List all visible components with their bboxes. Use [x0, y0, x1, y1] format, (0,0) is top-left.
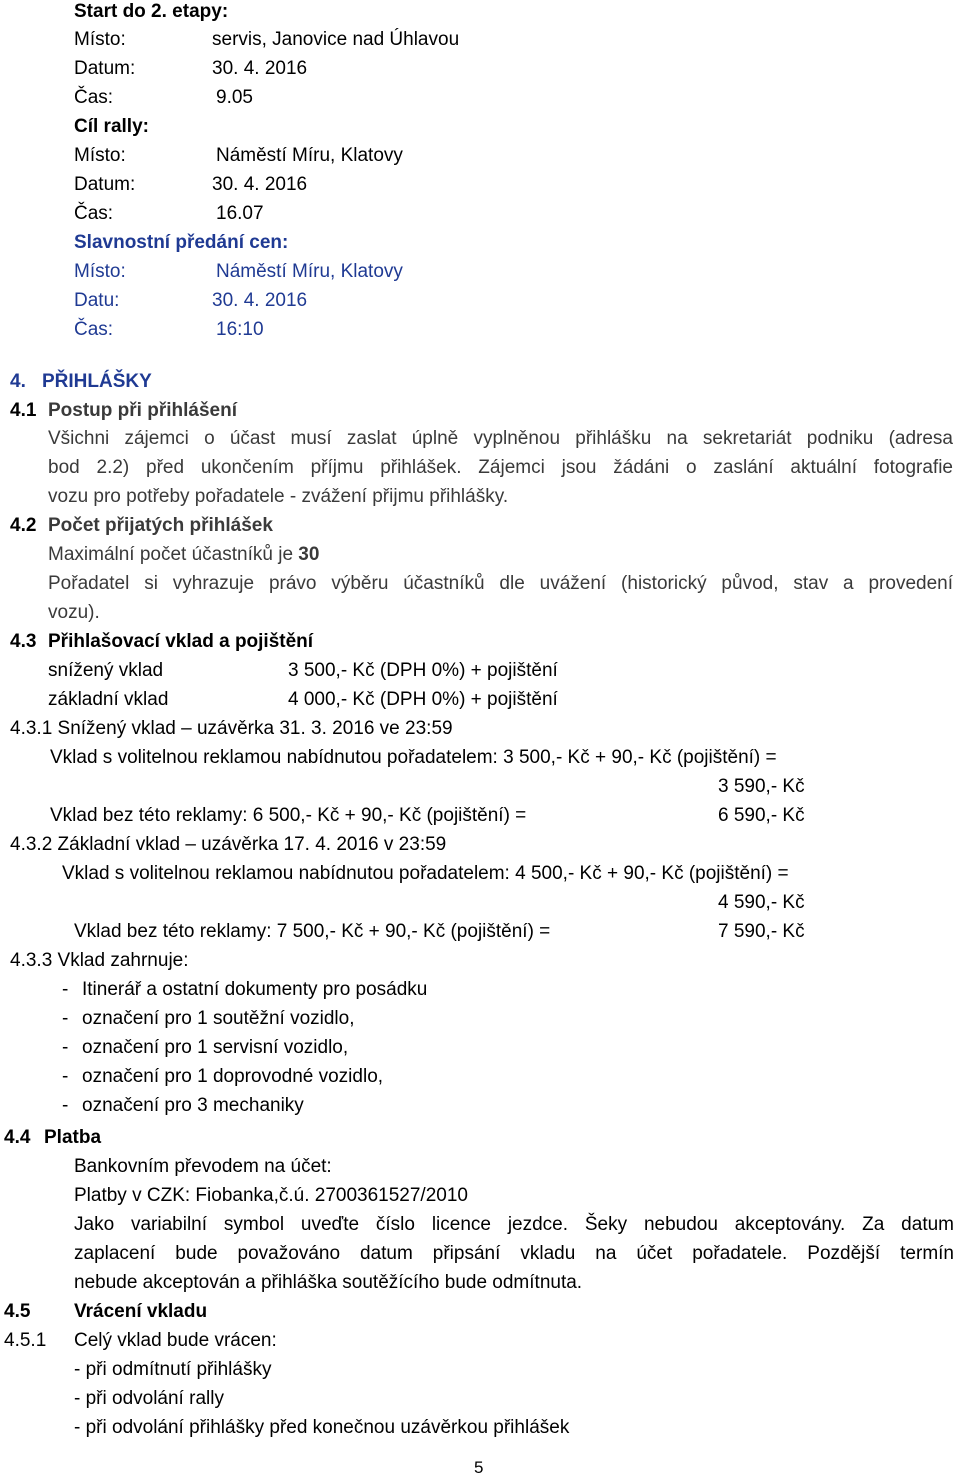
- list-item: označení pro 1 soutěžní vozidlo,: [82, 1008, 355, 1029]
- max-participants-line: [48, 543, 319, 567]
- section-4-3-2-ad-total: 4 590,- Kč: [718, 892, 805, 913]
- section-4-1-line2: bod 2.2) před ukončením příjmu přihlášek. Zájemci jsou žádáni o zaslání aktuální fotografie: [48, 457, 953, 478]
- ceremony-date-label: Datu:: [74, 290, 120, 311]
- basic-fee-value: 4 000,- Kč (DPH 0%) + pojištění: [288, 689, 558, 710]
- section-4-1-number: 4.1: [10, 400, 37, 421]
- section-4-3-1-noad-text: Vklad bez této reklamy: 6 500,- Kč + 90,- Kč (pojištění) =: [50, 805, 527, 826]
- section-4-1-title: Postup při přihlášení: [48, 400, 237, 421]
- list-item: - při odmítnutí přihlášky: [74, 1359, 272, 1380]
- payment-line2: Platby v CZK: Fiobanka,č.ú. 2700361527/2010: [74, 1185, 468, 1206]
- section-4-2-title: Počet přijatých přihlášek: [48, 515, 273, 536]
- stage2-time-value: 9.05: [216, 87, 253, 108]
- section-4-1-line3: vozu pro potřeby pořadatele - zvážení přijmu přihlášky.: [48, 486, 509, 507]
- basic-fee-label: základní vklad: [48, 689, 169, 710]
- section-4-1-line1: Všichni zájemci o účast musí zaslat úplně vyplněnou přihlášku na sekretariát podniku (adresa: [48, 428, 953, 449]
- list-bullet: -: [62, 979, 69, 1000]
- section-4-title: PŘIHLÁŠKY: [42, 371, 152, 392]
- stage2-time-label: Čas:: [74, 87, 114, 108]
- stage2-date-value: 30. 4. 2016: [212, 58, 308, 79]
- section-4-3-1-ad-text: Vklad s volitelnou reklamou nabídnutou pořadatelem: 3 500,- Kč + 90,- Kč (pojištění) =: [50, 747, 777, 768]
- section-4-4-number: 4.4: [4, 1127, 31, 1148]
- payment-line1: Bankovním převodem na účet:: [74, 1156, 332, 1177]
- section-4-3-1-title: 4.3.1 Snížený vklad – uzávěrka 31. 3. 2016 ve 23:59: [10, 718, 453, 739]
- list-bullet: -: [62, 1008, 69, 1029]
- finish-date-label: Datum:: [74, 174, 136, 195]
- section-4-2-line2: vozu).: [48, 602, 100, 623]
- reduced-fee-label: snížený vklad: [48, 660, 164, 681]
- section-4-5-1-number: 4.5.1: [4, 1330, 47, 1351]
- section-4-3-1-ad-total: 3 590,- Kč: [718, 776, 805, 797]
- list-item: Itinerář a ostatní dokumenty pro posádku: [82, 979, 428, 1000]
- list-bullet: -: [62, 1037, 69, 1058]
- list-item: - při odvolání rally: [74, 1388, 224, 1409]
- section-4-2-number: 4.2: [10, 515, 37, 536]
- section-4-5-title: Vrácení vkladu: [74, 1301, 208, 1322]
- payment-paragraph-line1: Jako variabilní symbol uveďte číslo licence jezdce. Šeky nebudou akceptovány. Za datum: [74, 1214, 954, 1235]
- section-4-3-2-noad-text: Vklad bez této reklamy: 7 500,- Kč + 90,- Kč (pojištění) =: [74, 921, 551, 942]
- list-item: označení pro 1 doprovodné vozidlo,: [82, 1066, 384, 1087]
- finish-heading: Cíl rally:: [74, 116, 149, 137]
- section-4-3-2-ad-text: Vklad s volitelnou reklamou nabídnutou pořadatelem: 4 500,- Kč + 90,- Kč (pojištění) =: [62, 863, 789, 884]
- finish-date-value: 30. 4. 2016: [212, 174, 308, 195]
- section-4-3-number: 4.3: [10, 631, 37, 652]
- stage2-place-value: servis, Janovice nad Úhlavou: [212, 29, 460, 50]
- ceremony-place-value: Náměstí Míru, Klatovy: [216, 261, 403, 282]
- list-bullet: -: [62, 1095, 69, 1116]
- max-participants-value: 30: [298, 544, 320, 565]
- max-participants-text: Maximální počet účastníků je: [48, 544, 294, 565]
- section-4-4-title: Platba: [44, 1127, 102, 1148]
- section-4-5-number: 4.5: [4, 1301, 31, 1322]
- section-4-3-2-title: 4.3.2 Základní vklad – uzávěrka 17. 4. 2016 v 23:59: [10, 834, 447, 855]
- ceremony-heading: Slavnostní předání cen:: [74, 232, 289, 253]
- ceremony-time-value: 16:10: [216, 319, 264, 340]
- payment-paragraph-line2: zaplacení bude považováno datum připsání vkladu na účet pořadatele. Pozdější termín: [74, 1243, 954, 1264]
- finish-place-value: Náměstí Míru, Klatovy: [216, 145, 403, 166]
- section-4-number: 4.: [10, 371, 26, 392]
- section-4-3-title: Přihlašovací vklad a pojištění: [48, 631, 314, 652]
- finish-place-label: Místo:: [74, 145, 126, 166]
- stage2-date-label: Datum:: [74, 58, 136, 79]
- reduced-fee-value: 3 500,- Kč (DPH 0%) + pojištění: [288, 660, 558, 681]
- section-4-3-1-noad-total: 6 590,- Kč: [718, 805, 805, 826]
- ceremony-date-value: 30. 4. 2016: [212, 290, 308, 311]
- finish-time-value: 16.07: [216, 203, 264, 224]
- section-4-3-2-noad-total: 7 590,- Kč: [718, 921, 805, 942]
- ceremony-time-label: Čas:: [74, 319, 114, 340]
- ceremony-place-label: Místo:: [74, 261, 126, 282]
- list-item: označení pro 3 mechaniky: [82, 1095, 304, 1116]
- section-4-5-1-title: Celý vklad bude vrácen:: [74, 1330, 277, 1351]
- stage2-place-label: Místo:: [74, 29, 126, 50]
- section-4-2-line1: Pořadatel si vyhrazuje právo výběru účastníků dle uvážení (historický původ, stav a provedení: [48, 573, 953, 594]
- stage2-heading: Start do 2. etapy:: [74, 1, 229, 22]
- list-item: označení pro 1 servisní vozidlo,: [82, 1037, 349, 1058]
- payment-paragraph-line3: nebude akceptován a přihláška soutěžícího bude odmítnuta.: [74, 1272, 583, 1293]
- list-item: - při odvolání přihlášky před konečnou uzávěrkou přihlášek: [74, 1417, 570, 1438]
- section-4-3-3-title: 4.3.3 Vklad zahrnuje:: [10, 950, 189, 971]
- page-number: 5: [474, 1458, 484, 1477]
- finish-time-label: Čas:: [74, 203, 114, 224]
- list-bullet: -: [62, 1066, 69, 1087]
